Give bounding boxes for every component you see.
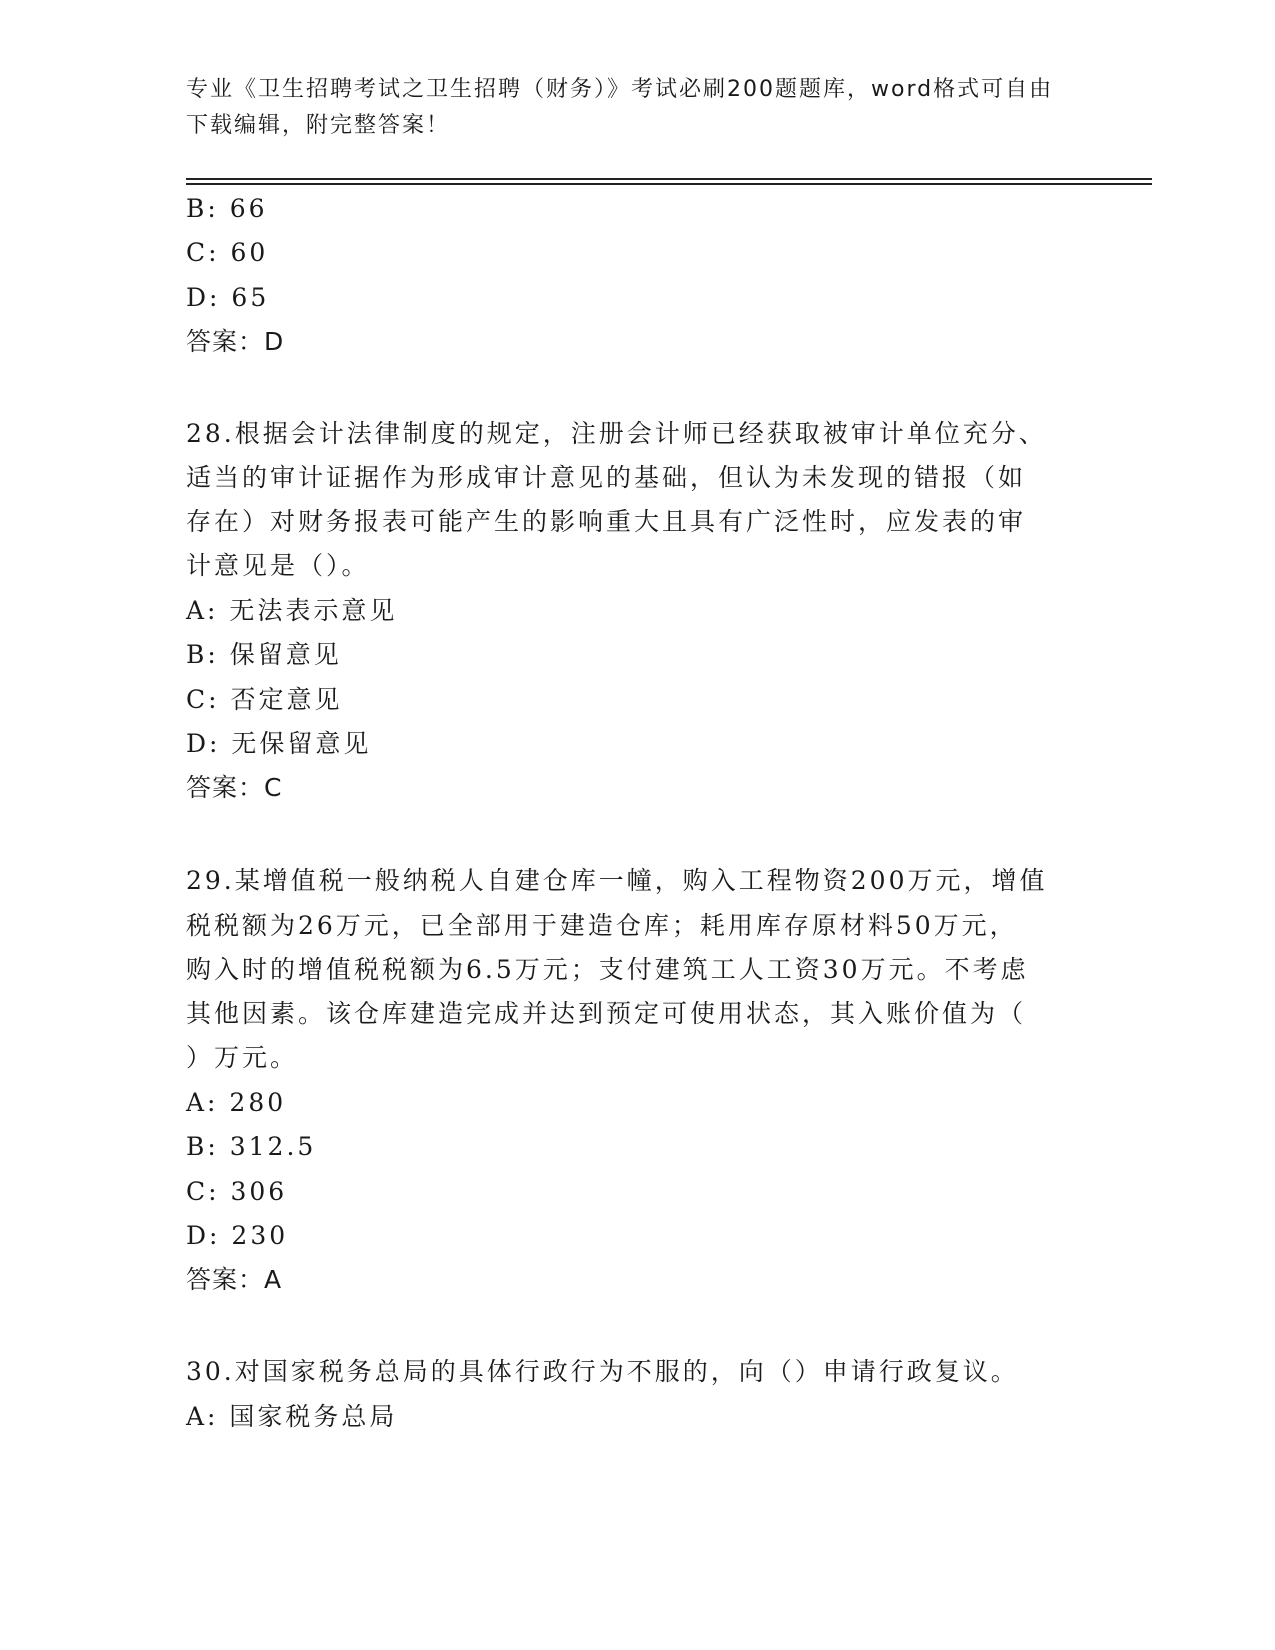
- q29-stem-line-3: 购入时的增值税税额为6.5万元；支付建筑工人工资30万元。不考虑: [186, 955, 1029, 984]
- q29-stem-line-5: ）万元。: [186, 1043, 299, 1072]
- q27-option-c: C: 60: [186, 238, 269, 267]
- q29-answer: 答案：A: [186, 1265, 283, 1294]
- q29-option-d: D: 230: [186, 1221, 289, 1250]
- q28-stem-line-2: 适当的审计证据作为形成审计意见的基础，但认为未发现的错报（如: [186, 463, 1027, 492]
- q28-stem-line-1: 28.根据会计法律制度的规定，注册会计师已经获取被审计单位充分、: [186, 419, 1047, 448]
- q30-option-a: A: 国家税务总局: [186, 1402, 398, 1431]
- q28-answer: 答案：C: [186, 773, 283, 802]
- q29-option-c: C: 306: [186, 1177, 288, 1206]
- q28-option-a: A: 无法表示意见: [186, 596, 398, 625]
- q29-stem-line-2: 税税额为26万元，已全部用于建造仓库；耗用库存原材料50万元，: [186, 911, 1018, 940]
- q28-option-c: C: 否定意见: [186, 685, 343, 714]
- q28-stem-line-4: 计意见是（）。: [186, 551, 370, 580]
- q28-option-b: B: 保留意见: [186, 640, 342, 669]
- q27-answer: 答案：D: [186, 327, 285, 356]
- q28-stem-line-3: 存在）对财务报表可能产生的影响重大且具有广泛性时，应发表的审: [186, 507, 1027, 536]
- q29-option-b: B: 312.5: [186, 1132, 317, 1161]
- document-header: 专业《卫生招聘考试之卫生招聘（财务）》考试必刷200题题库，word格式可自由下载编辑，附完整答案！: [186, 77, 1054, 138]
- q27-option-b: B: 66: [186, 194, 268, 223]
- header-rule-bottom: [186, 183, 1152, 185]
- header-rule-top: [186, 178, 1152, 180]
- q30-stem-line-1: 30.对国家税务总局的具体行政行为不服的，向（）申请行政复议。: [186, 1357, 1019, 1386]
- q29-stem-line-1: 29.某增值税一般纳税人自建仓库一幢，购入工程物资200万元，增值: [186, 866, 1048, 895]
- q28-option-d: D: 无保留意见: [186, 729, 372, 758]
- q27-option-d: D: 65: [186, 283, 270, 312]
- q29-stem-line-4: 其他因素。该仓库建造完成并达到预定可使用状态，其入账价值为（: [186, 999, 1027, 1028]
- q29-option-a: A: 280: [186, 1088, 287, 1117]
